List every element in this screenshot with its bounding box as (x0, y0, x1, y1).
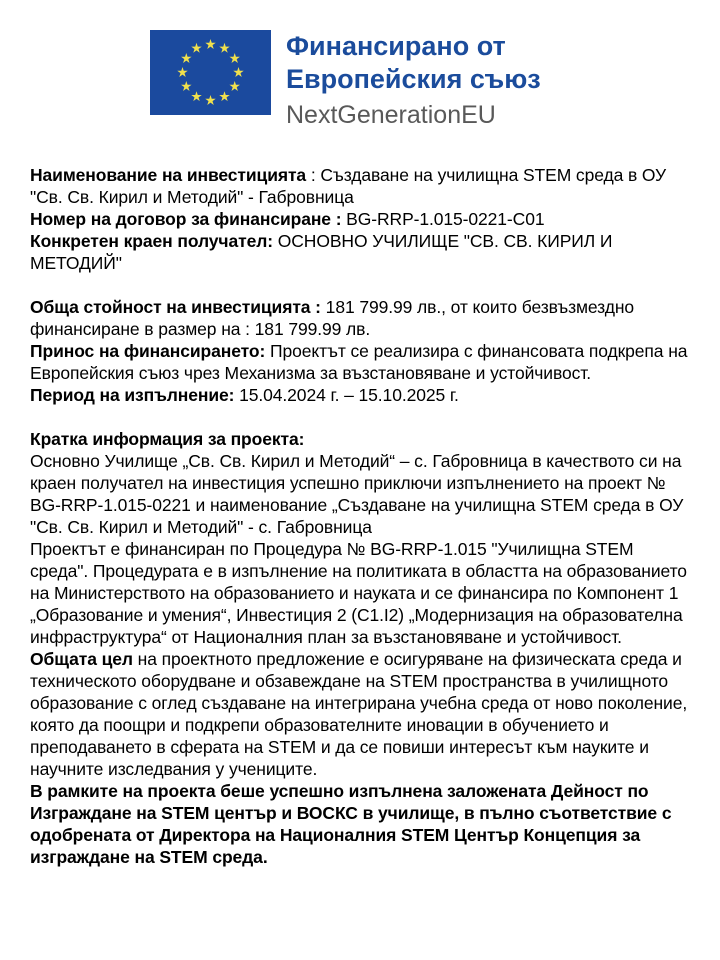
paragraph (30, 164, 692, 208)
text-run: на проектното предложение е осигуряване на физическата среда и техническото оборудване и обзавеждане на STEM пространства в училищното образование с оглед създаване на интегрирана учебна среда от ново поколение, която да поощри и подкрепи образователните иновации в обучението и преподаването в сферата на STEM и да се повиши интересът към науките и научните изследвания у учениците. (30, 649, 688, 779)
paragraph (30, 428, 692, 450)
nextgeneration-eu-label: NextGenerationEU (286, 101, 496, 129)
text-run: ОСНОВНО УЧИЛИЩЕ "СВ. СВ. КИРИЛ И МЕТОДИЙ" (30, 231, 613, 273)
paragraph (30, 384, 692, 406)
paragraph (30, 340, 692, 384)
document-body (30, 164, 692, 868)
text-run: Проектът е финансиран по Процедура № BG-RRP-1.015 "Училищна STEM среда". Процедурата е в изпълнение на политиката в областта на образованието на Министерството на образованието и науката и се финансира по Компонент 1 „Образование и умения“, Инвестиция 2 (C1.I2) „Модернизация на образователна инфраструктура“ от Националния план за възстановяване и устойчивост. (30, 539, 687, 647)
bold-run: Общата цел (30, 649, 133, 669)
text-run: BG-RRP-1.015-0221-C01 (341, 209, 545, 229)
eu-funding-logo (150, 30, 720, 130)
paragraph (30, 208, 692, 230)
paragraph (30, 450, 692, 538)
text-run: : Създаване на училищна STEM среда в ОУ "Св. Св. Кирил и Методий" - Габровница (30, 165, 667, 207)
text-run: Проектът се реализира с финансовата подкрепа на Европейския съюз чрез Механизма за възстановяване и устойчивост. (30, 341, 688, 383)
text-run: 181 799.99 лв., от които безвъзмездно финансиране в размер на : 181 799.99 лв. (30, 297, 635, 339)
bold-run: Номер на договор за финансиране : (30, 209, 342, 229)
paragraph (30, 296, 692, 340)
bold-run: Период на изпълнение: (30, 385, 235, 405)
text-run: 15.04.2024 г. – 15.10.2025 г. (234, 385, 459, 405)
text-block (30, 296, 692, 406)
bold-run: Кратка информация за проекта: (30, 429, 305, 449)
text-block (30, 428, 692, 868)
bold-run: В рамките на проекта беше успешно изпълнена заложената Дейност по Изграждане на STEM център и ВОСКС в училище, в пълно съответствие с одобрената от Директора на Националния STEM Център Концепция за изграждане на STEM среда. (30, 781, 672, 867)
bold-run: Принос на финансирането: (30, 341, 266, 361)
paragraph (30, 230, 692, 274)
bold-run: Обща стойност на инвестицията : (30, 297, 321, 317)
paragraph (30, 538, 692, 648)
bold-run: Наименование на инвестицията (30, 165, 307, 185)
logo-text (286, 30, 541, 130)
funded-by-line1: Финансирано от (286, 31, 506, 61)
paragraph (30, 780, 692, 868)
paragraph (30, 648, 692, 780)
text-block (30, 164, 692, 274)
eu-flag-icon (150, 30, 271, 115)
text-run: Основно Училище „Св. Св. Кирил и Методий“ – с. Габровница в качеството си на краен получател на инвестиция успешно приключи изпълнението на проект № BG-RRP-1.015-0221 и наименование „Създаване на училищна STEM среда в ОУ "Св. Св. Кирил и Методий" - с. Габровница (30, 451, 684, 537)
bold-run: Конкретен краен получател: (30, 231, 273, 251)
funded-by-line2: Европейския съюз (286, 64, 541, 94)
